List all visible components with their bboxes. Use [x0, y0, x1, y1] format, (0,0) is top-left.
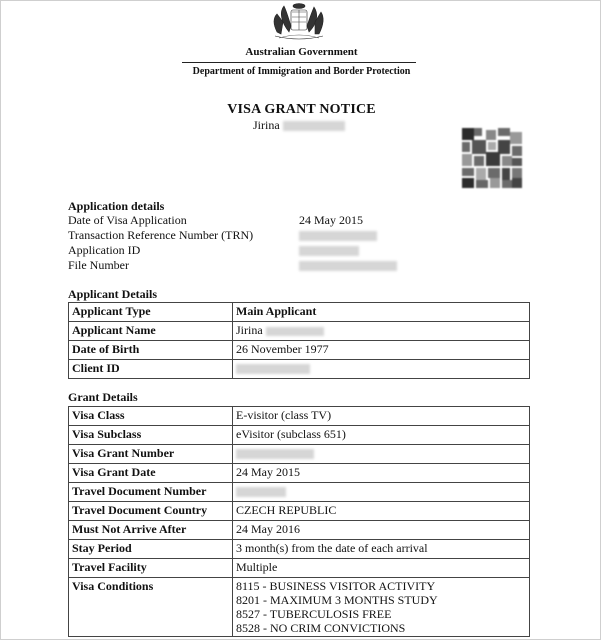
- application-id-label: Application ID: [68, 243, 141, 257]
- table-row: [69, 578, 530, 637]
- must-not-arrive-after-label: Must Not Arrive After: [69, 521, 233, 540]
- table-row: [69, 521, 530, 540]
- date-of-application-label: Date of Visa Application: [68, 213, 187, 227]
- table-row: [69, 341, 530, 360]
- trn-label: Transaction Reference Number (TRN): [68, 228, 254, 242]
- visa-condition-item: 8201 - MAXIMUM 3 MONTHS STUDY: [236, 593, 438, 607]
- applicant-details-table: [68, 302, 530, 379]
- table-row: [69, 322, 530, 341]
- table-row: [69, 464, 530, 483]
- visa-class-label: Visa Class: [69, 407, 233, 426]
- visa-grant-number-cell: [233, 445, 530, 464]
- table-row: [69, 559, 530, 578]
- redacted-client-id: [236, 364, 310, 374]
- table-row: [69, 540, 530, 559]
- redacted-applicant-surname: [266, 327, 324, 336]
- visa-conditions-cell: [233, 578, 530, 637]
- table-row: [69, 483, 530, 502]
- applicant-type-label: Applicant Type: [69, 303, 233, 322]
- visa-grant-date-value: 24 May 2015: [233, 464, 530, 483]
- redacted-grant-number: [236, 449, 314, 459]
- department-name: Department of Immigration and Border Protection: [192, 66, 411, 77]
- redacted-application-id: [299, 246, 359, 256]
- applicant-name-label: Applicant Name: [69, 322, 233, 341]
- grant-details-table: [68, 406, 530, 637]
- visa-condition-item: 8527 - TUBERCULOSIS FREE: [236, 607, 392, 621]
- applicant-type-value: Main Applicant: [233, 303, 530, 322]
- holder-first-name: Jirina: [253, 118, 280, 132]
- travel-document-number-cell: [233, 483, 530, 502]
- travel-facility-value: Multiple: [233, 559, 530, 578]
- visa-subclass-value: eVisitor (subclass 651): [233, 426, 530, 445]
- visa-grant-number-label: Visa Grant Number: [69, 445, 233, 464]
- visa-conditions-label: Visa Conditions: [69, 578, 233, 637]
- redacted-file-number: [299, 261, 397, 271]
- visa-condition-item: 8528 - NO CRIM CONVICTIONS: [236, 621, 406, 635]
- date-of-birth-value: 26 November 1977: [233, 341, 530, 360]
- travel-document-country-value: CZECH REPUBLIC: [233, 502, 530, 521]
- client-id-label: Client ID: [69, 360, 233, 379]
- application-details-title: Application details: [68, 199, 165, 213]
- travel-document-country-label: Travel Document Country: [69, 502, 233, 521]
- date-of-application-value: 24 May 2015: [299, 213, 363, 227]
- table-row: [69, 303, 530, 322]
- applicant-name-cell: [233, 322, 530, 341]
- stay-period-value: 3 month(s) from the date of each arrival: [233, 540, 530, 559]
- redacted-qr-code: [462, 128, 522, 188]
- table-row: [69, 445, 530, 464]
- file-number-label: File Number: [68, 258, 129, 272]
- applicant-first-name: Jirina: [236, 323, 263, 337]
- header-divider: [182, 62, 416, 63]
- grant-details-title: Grant Details: [68, 390, 138, 404]
- notice-title: VISA GRANT NOTICE: [227, 102, 376, 117]
- visa-condition-item: 8115 - BUSINESS VISITOR ACTIVITY: [236, 579, 436, 593]
- table-row: [69, 426, 530, 445]
- stay-period-label: Stay Period: [69, 540, 233, 559]
- visa-class-value: E-visitor (class TV): [233, 407, 530, 426]
- table-row: [69, 360, 530, 379]
- applicant-details-title: Applicant Details: [68, 287, 158, 301]
- holder-name: [253, 118, 345, 133]
- travel-facility-label: Travel Facility: [69, 559, 233, 578]
- visa-subclass-label: Visa Subclass: [69, 426, 233, 445]
- redacted-travel-document-number: [236, 487, 286, 497]
- government-name: Australian Government: [245, 46, 358, 58]
- redacted-trn: [299, 231, 377, 241]
- date-of-birth-label: Date of Birth: [69, 341, 233, 360]
- table-row: [69, 407, 530, 426]
- coat-of-arms-icon: [265, 2, 333, 42]
- table-row: [69, 502, 530, 521]
- must-not-arrive-after-value: 24 May 2016: [233, 521, 530, 540]
- client-id-cell: [233, 360, 530, 379]
- visa-grant-date-label: Visa Grant Date: [69, 464, 233, 483]
- travel-document-number-label: Travel Document Number: [69, 483, 233, 502]
- redacted-surname: [283, 121, 345, 131]
